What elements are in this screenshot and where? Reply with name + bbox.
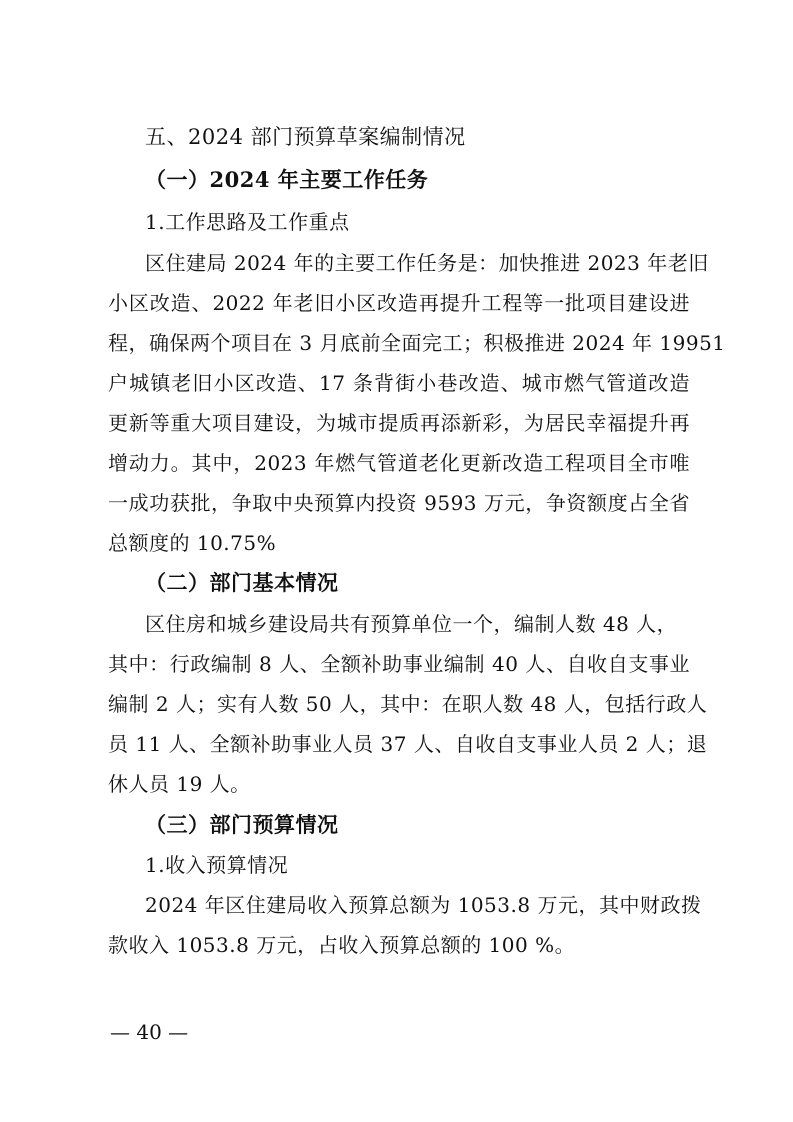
section-title-main-tasks: （一）2024 年主要工作任务 [145, 167, 429, 192]
heading-budget-draft: 五、2024 部门预算草案编制情况 [145, 125, 466, 149]
paragraph-line: 增动力。其中，2023 年燃气管道老化更新改造工程项目全市唯 [108, 451, 690, 475]
paragraph-line: 一成功获批，争取中央预算内投资 9593 万元，争资额度占全省 [108, 491, 690, 515]
paragraph-line: 户城镇老旧小区改造、17 条背街小巷改造、城市燃气管道改造 [108, 371, 690, 395]
page-number: — 40 — [110, 1020, 189, 1044]
paragraph-line: 区住房和城乡建设局共有预算单位一个，编制人数 48 人， [145, 612, 678, 636]
paragraph-line: 款收入 1053.8 万元，占收入预算总额的 100 %。 [108, 933, 576, 957]
paragraph-line: 2024 年区住建局收入预算总额为 1053.8 万元，其中财政拨 [145, 893, 702, 917]
paragraph-line: 总额度的 10.75% [108, 531, 277, 555]
subtitle-income-budget: 1.收入预算情况 [145, 853, 289, 877]
section-title-basic-info: （二）部门基本情况 [145, 570, 339, 595]
section-title-budget: （三）部门预算情况 [145, 812, 339, 837]
paragraph-line: 其中：行政编制 8 人、全额补助事业编制 40 人、自收自支事业 [108, 652, 690, 676]
paragraph-line: 小区改造、2022 年老旧小区改造再提升工程等一批项目建设进 [108, 291, 690, 315]
paragraph-line: 休人员 19 人。 [108, 772, 251, 796]
paragraph-line: 更新等重大项目建设，为城市提质再添新彩，为居民幸福提升再 [108, 411, 690, 435]
paragraph-line: 编制 2 人；实有人数 50 人，其中：在职人数 48 人，包括行政人 [108, 692, 708, 716]
paragraph-line: 程，确保两个项目在 3 月底前全面完工；积极推进 2024 年 19951 [108, 331, 726, 355]
paragraph-line: 员 11 人、全额补助事业人员 37 人、自收自支事业人员 2 人；退 [108, 732, 708, 756]
paragraph-line: 区住建局 2024 年的主要工作任务是：加快推进 2023 年老旧 [145, 251, 709, 275]
subtitle-work-approach: 1.工作思路及工作重点 [145, 210, 350, 234]
